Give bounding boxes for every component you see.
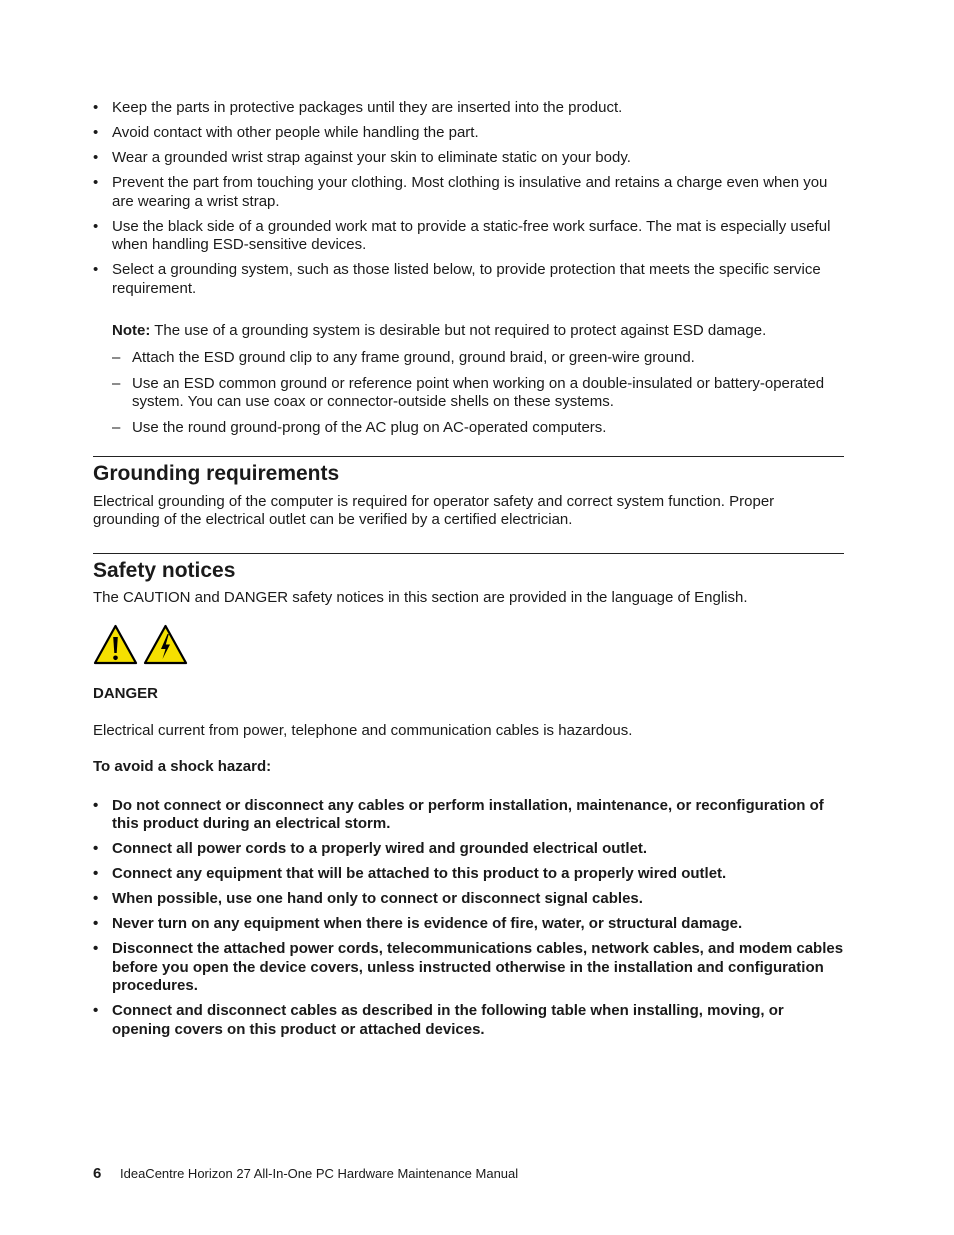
list-item: • Prevent the part from touching your clothing. Most clothing is insulative and retains a charge even when you are wearing a wrist strap. [93, 174, 844, 211]
list-item-text: Select a grounding system, such as those listed below, to provide protection that meets the specific service requirement. [112, 261, 821, 297]
section-divider [93, 456, 844, 457]
list-item: • Connect any equipment that will be attached to this product to a properly wired outlet. [93, 865, 844, 884]
list-item: • Connect and disconnect cables as described in the following table when installing, moving, or opening covers on this product or attached devices. [93, 1002, 844, 1039]
list-item: • Connect all power cords to a properly wired and grounded electrical outlet. [93, 840, 844, 859]
grounding-options-list [112, 349, 844, 438]
list-item: • Wear a grounded wrist strap against your skin to eliminate static on your body. [93, 149, 844, 168]
list-item: – Use the round ground-prong of the AC plug on AC-operated computers. [112, 419, 844, 438]
section-title-grounding: Grounding requirements [93, 461, 340, 485]
note-label: Note: [112, 322, 151, 339]
list-item: • Use the black side of a grounded work mat to provide a static-free work surface. The mat is especially useful when handling ESD-sensitive devices. [93, 218, 844, 255]
safety-icons [93, 624, 844, 665]
danger-text: Electrical current from power, telephone and communication cables is hazardous. [93, 721, 633, 739]
note-text: The use of a grounding system is desirable but not required to protect against ESD damage. [150, 322, 767, 339]
list-item: • When possible, use one hand only to connect or disconnect signal cables. [93, 890, 844, 909]
avoid-label: To avoid a shock hazard: [93, 758, 272, 775]
note [112, 322, 844, 341]
list-item: • Never turn on any equipment when there is evidence of fire, water, or structural damage. [93, 915, 844, 934]
list-item: – Use an ESD common ground or reference point when working on a double-insulated or battery-operated system. You can use coax or connector-outside shells on these systems. [112, 375, 844, 412]
page-footer [93, 1165, 518, 1182]
list-item: • Disconnect the attached power cords, telecommunications cables, network cables, and modem cables before you open the device covers, unless instructed otherwise in the installation and configuration procedures. [93, 940, 844, 996]
esd-precautions-list [93, 99, 844, 438]
high-voltage-icon [143, 624, 188, 665]
section-divider [93, 553, 844, 554]
list-item: • Keep the parts in protective packages until they are inserted into the product. [93, 99, 844, 118]
list-item [93, 261, 844, 438]
list-item: – Attach the ESD ground clip to any frame ground, ground braid, or green-wire ground. [112, 349, 844, 368]
danger-label: DANGER [93, 685, 159, 702]
page-content [93, 99, 844, 1046]
safety-intro: The CAUTION and DANGER safety notices in this section are provided in the language of English. [93, 588, 748, 606]
grounding-body: Electrical grounding of the computer is required for operator safety and correct system function. Proper grounding of the electrical outlet can be verified by a certified electrician. [93, 492, 775, 528]
shock-hazard-list [93, 797, 844, 1040]
warning-exclamation-icon [93, 624, 138, 665]
section-title-safety: Safety notices [93, 558, 236, 582]
manual-title: IdeaCentre Horizon 27 All-In-One PC Hardware Maintenance Manual [120, 1166, 519, 1181]
list-item: • Do not connect or disconnect any cables or perform installation, maintenance, or reconfiguration of this product during an electrical storm. [93, 797, 844, 834]
list-item: • Avoid contact with other people while handling the part. [93, 124, 844, 143]
page-number: 6 [93, 1165, 102, 1182]
